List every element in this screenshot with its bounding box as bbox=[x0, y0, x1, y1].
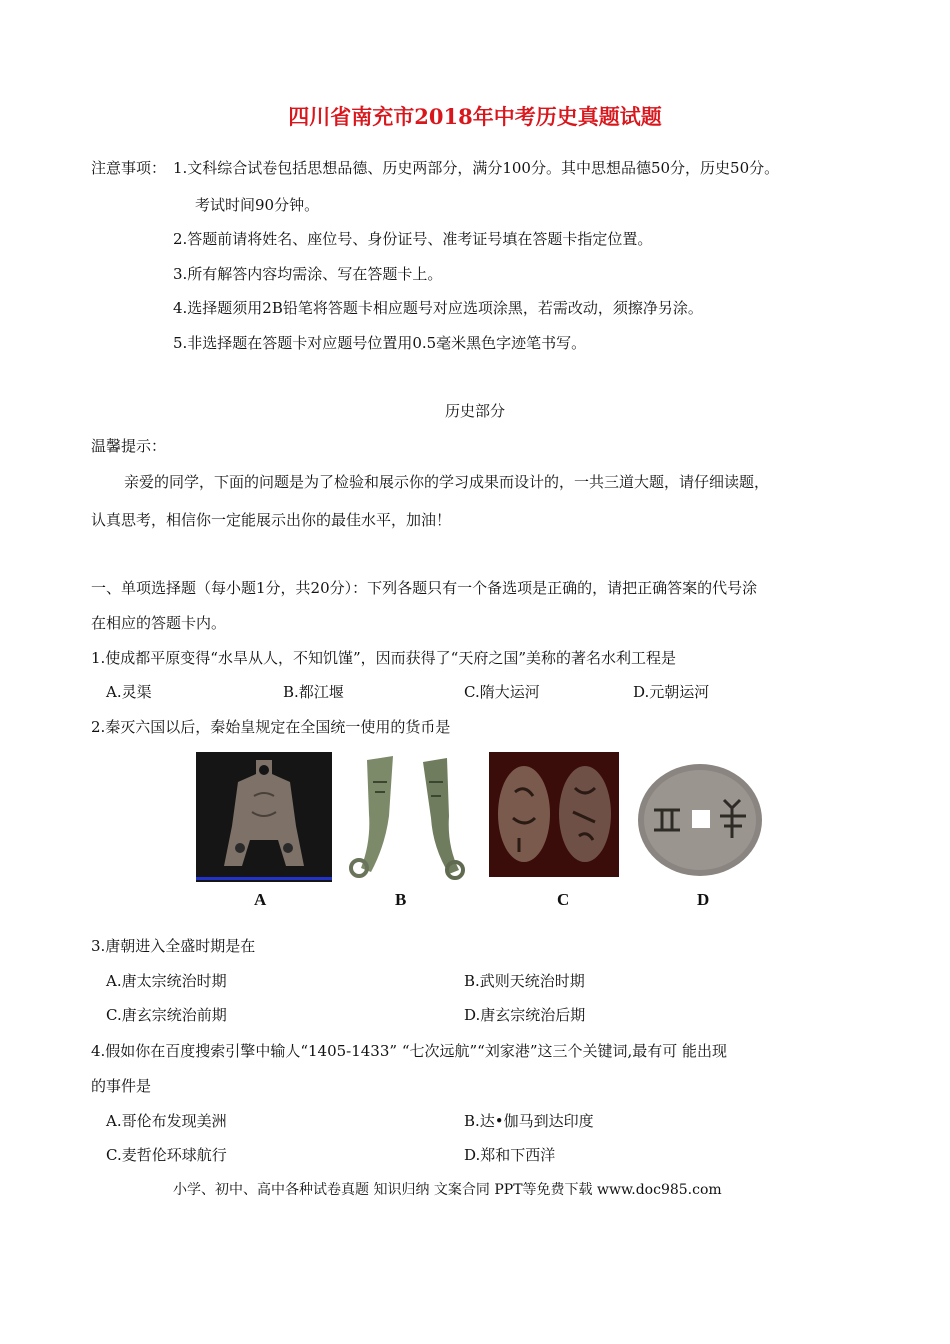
q3-option-c: C.唐玄宗统治前期 bbox=[106, 1006, 227, 1024]
tip-line-1: 亲爱的同学，下面的问题是为了检验和展示你的学习成果而设计的，一共三道大题，请仔细读题， bbox=[124, 473, 770, 491]
notice-item-3: 3.所有解答内容均需涂、写在答题卡上。 bbox=[173, 265, 443, 283]
q1-option-d: D.元朝运河 bbox=[633, 683, 710, 701]
part1-heading-cont: 在相应的答题卡内。 bbox=[91, 614, 227, 632]
q1-stem: 1.使成都平原变得“水旱从人，不知饥馑”，因而获得了“天府之国”美称的著名水利工程是 bbox=[91, 649, 676, 667]
coin-label-a: A bbox=[254, 890, 267, 909]
q1-option-a: A.灵渠 bbox=[106, 683, 152, 701]
spade-coin-illustration bbox=[196, 752, 332, 882]
coin-label-b: B bbox=[395, 890, 407, 909]
part1-heading: 一、单项选择题（每小题1分，共20分）：下列各题只有一个备选项是正确的，请把正确答案的代号涂 bbox=[91, 579, 758, 597]
page-footer: 小学、初中、高中各种试卷真题 知识归纳 文案合同 PPT等免费下载 www.doc985.com bbox=[173, 1182, 722, 1198]
tip-line-2: 认真思考，相信你一定能展示出你的最佳水平，加油！ bbox=[91, 511, 452, 529]
q4-stem: 4.假如你在百度搜索引擎中输人“1405-1433” “七次远航”“刘家港”这三个关键词,最有可 能出现 bbox=[91, 1042, 728, 1060]
q4-option-c: C.麦哲伦环球航行 bbox=[106, 1146, 227, 1164]
coin-image-d bbox=[632, 760, 768, 880]
notice-item-5: 5.非选择题在答题卡对应题号位置用0.5毫米黑色字迹笔书写。 bbox=[173, 334, 587, 352]
notice-label: 注意事项： bbox=[91, 159, 167, 177]
q3-stem: 3.唐朝进入全盛时期是在 bbox=[91, 937, 256, 955]
q4-option-b: B.达•伽马到达印度 bbox=[464, 1112, 594, 1130]
page-title: 四川省南充市2018年中考历史真题试题 bbox=[288, 104, 662, 129]
notice-item-1: 1.文科综合试卷包括思想品德、历史两部分，满分100分。其中思想品德50分，历史50分。 bbox=[173, 159, 780, 177]
coin-image-a bbox=[196, 752, 332, 882]
notice-item-2: 2.答题前请将姓名、座位号、身份证号、准考证号填在答题卡指定位置。 bbox=[173, 230, 653, 248]
coin-label-c: C bbox=[557, 890, 570, 909]
coin-label-d: D bbox=[697, 890, 710, 909]
coin-image-b bbox=[337, 752, 477, 882]
knife-coin-illustration bbox=[337, 752, 477, 882]
tip-label: 温馨提示： bbox=[91, 437, 167, 455]
q1-option-b: B.都江堰 bbox=[283, 683, 344, 701]
round-coin-illustration bbox=[632, 760, 768, 880]
q4-option-a: A.哥伦布发现美洲 bbox=[106, 1112, 227, 1130]
coin-image-c bbox=[489, 752, 619, 877]
q3-option-b: B.武则天统治时期 bbox=[464, 972, 585, 990]
q3-option-d: D.唐玄宗统治后期 bbox=[464, 1006, 586, 1024]
notice-item-4: 4.选择题须用2B铅笔将答题卡相应题号对应选项涂黑，若需改动，须擦净另涂。 bbox=[173, 299, 703, 317]
q4-option-d: D.郑和下西洋 bbox=[464, 1146, 556, 1164]
section-title: 历史部分 bbox=[444, 402, 505, 420]
q2-stem: 2.秦灭六国以后，秦始皇规定在全国统一使用的货币是 bbox=[91, 718, 451, 736]
ant-nose-coin-illustration bbox=[489, 752, 619, 877]
q1-option-c: C.隋大运河 bbox=[464, 683, 540, 701]
q3-option-a: A.唐太宗统治时期 bbox=[106, 972, 227, 990]
q4-stem-cont: 的事件是 bbox=[91, 1077, 152, 1095]
notice-item-1-cont: 考试时间90分钟。 bbox=[195, 196, 320, 214]
